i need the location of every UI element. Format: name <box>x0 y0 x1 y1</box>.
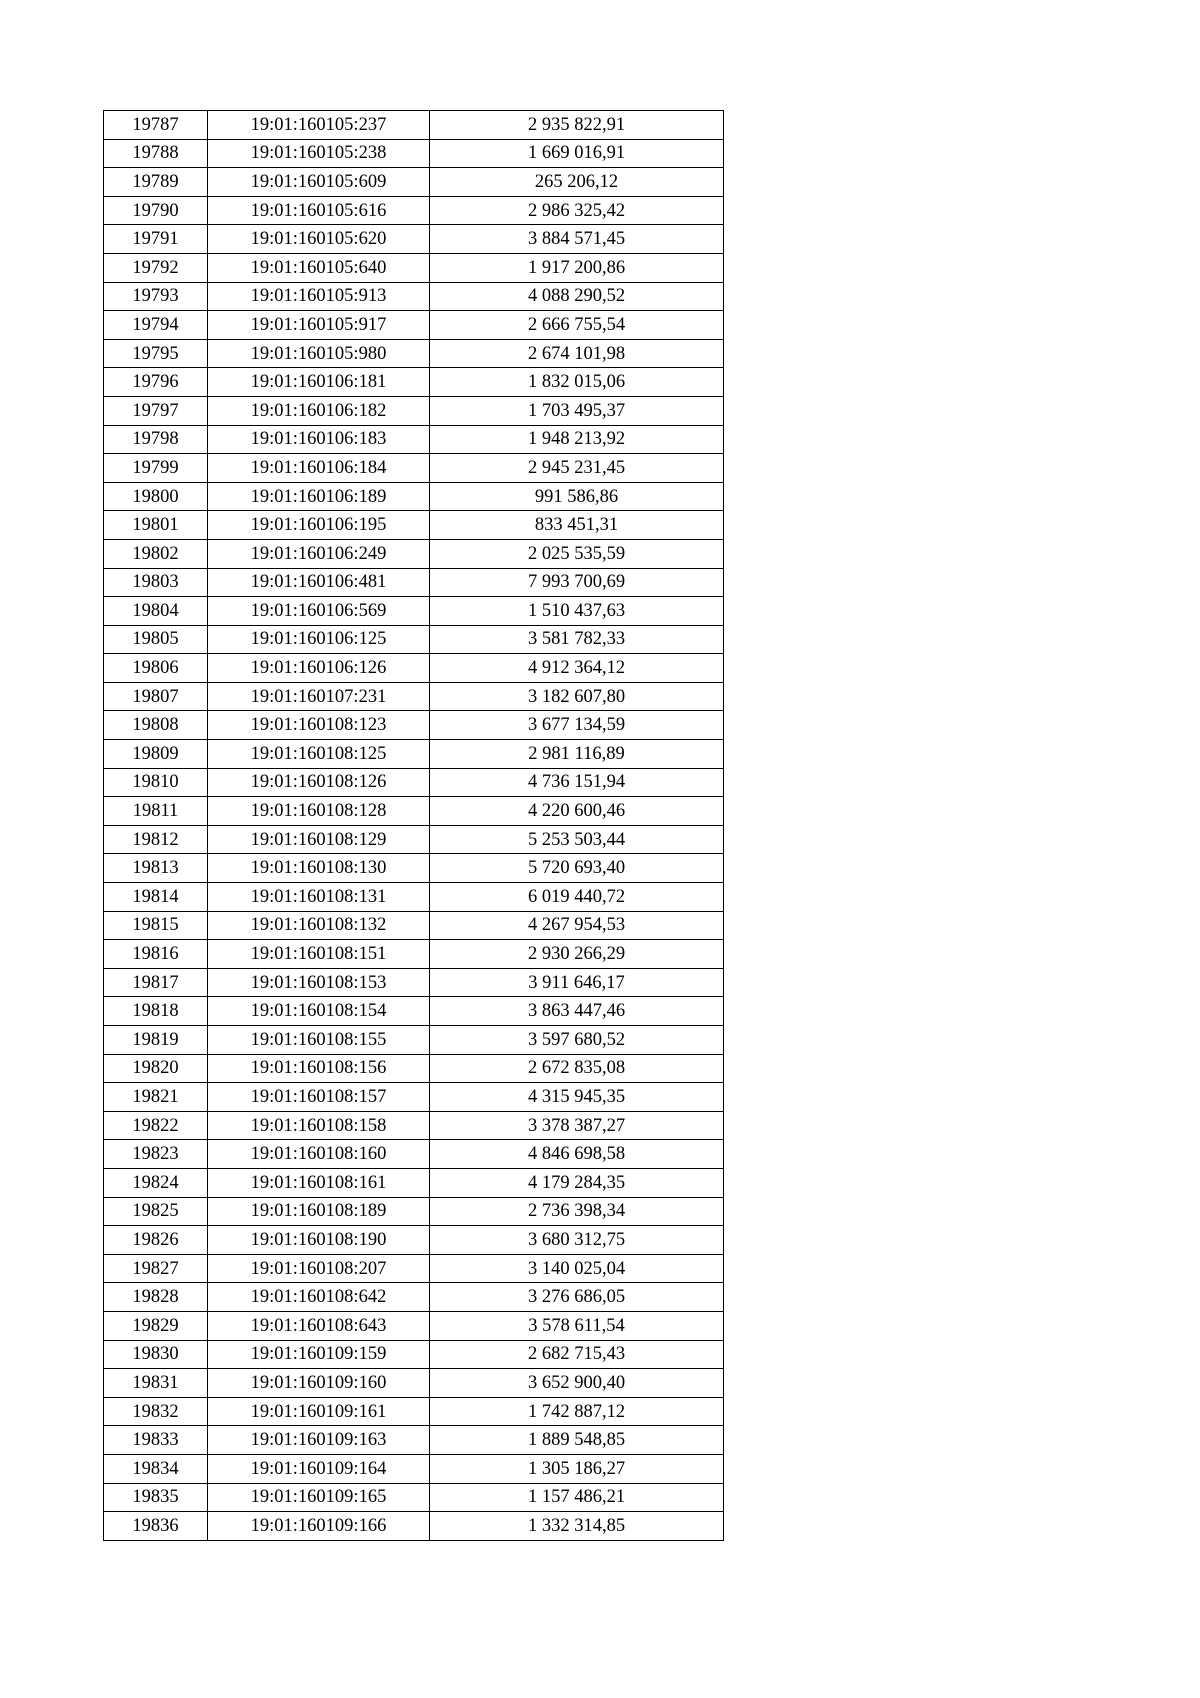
cadastral-value-cell: 1 157 486,21 <box>430 1483 724 1512</box>
cadastral-number-cell: 19:01:160105:609 <box>208 168 430 197</box>
cadastral-value-cell: 5 253 503,44 <box>430 825 724 854</box>
cadastral-value-cell: 1 305 186,27 <box>430 1454 724 1483</box>
cadastral-number-cell: 19:01:160108:126 <box>208 768 430 797</box>
cadastral-number-cell: 19:01:160105:237 <box>208 111 430 140</box>
cadastral-number-cell: 19:01:160108:129 <box>208 825 430 854</box>
cadastral-number-cell: 19:01:160109:166 <box>208 1512 430 1541</box>
table-row <box>104 253 724 282</box>
table-row <box>104 454 724 483</box>
table-row <box>104 1369 724 1398</box>
cadastral-value-cell: 3 863 447,46 <box>430 997 724 1026</box>
row-number-cell: 19830 <box>104 1340 208 1369</box>
cadastral-value-cell: 1 703 495,37 <box>430 396 724 425</box>
cadastral-value-cell: 3 680 312,75 <box>430 1226 724 1255</box>
cadastral-value-cell: 1 510 437,63 <box>430 597 724 626</box>
cadastral-value-cell: 2 025 535,59 <box>430 539 724 568</box>
cadastral-number-cell: 19:01:160106:569 <box>208 597 430 626</box>
table-row <box>104 1483 724 1512</box>
cadastral-value-cell: 1 917 200,86 <box>430 253 724 282</box>
cadastral-value-cell: 3 140 025,04 <box>430 1254 724 1283</box>
cadastral-value-cell: 2 736 398,34 <box>430 1197 724 1226</box>
row-number-cell: 19803 <box>104 568 208 597</box>
cadastral-number-cell: 19:01:160106:126 <box>208 654 430 683</box>
cadastral-value-cell: 4 846 698,58 <box>430 1140 724 1169</box>
cadastral-number-cell: 19:01:160108:154 <box>208 997 430 1026</box>
row-number-cell: 19792 <box>104 253 208 282</box>
table-row <box>104 1283 724 1312</box>
table-row <box>104 968 724 997</box>
cadastral-value-cell: 1 948 213,92 <box>430 425 724 454</box>
cadastral-value-cell: 991 586,86 <box>430 482 724 511</box>
cadastral-number-cell: 19:01:160109:161 <box>208 1397 430 1426</box>
cadastral-value-cell: 5 720 693,40 <box>430 854 724 883</box>
row-number-cell: 19821 <box>104 1083 208 1112</box>
row-number-cell: 19829 <box>104 1311 208 1340</box>
cadastral-value-cell: 1 742 887,12 <box>430 1397 724 1426</box>
cadastral-number-cell: 19:01:160108:155 <box>208 1026 430 1055</box>
cadastral-value-cell: 833 451,31 <box>430 511 724 540</box>
cadastral-value-cell: 2 672 835,08 <box>430 1054 724 1083</box>
table-row <box>104 1311 724 1340</box>
row-number-cell: 19810 <box>104 768 208 797</box>
cadastral-number-cell: 19:01:160109:159 <box>208 1340 430 1369</box>
table-row <box>104 1397 724 1426</box>
row-number-cell: 19793 <box>104 282 208 311</box>
table-row <box>104 396 724 425</box>
cadastral-value-cell: 4 912 364,12 <box>430 654 724 683</box>
row-number-cell: 19805 <box>104 625 208 654</box>
cadastral-value-cell: 2 666 755,54 <box>430 311 724 340</box>
cadastral-value-cell: 4 088 290,52 <box>430 282 724 311</box>
cadastral-value-cell: 3 911 646,17 <box>430 968 724 997</box>
cadastral-number-cell: 19:01:160105:640 <box>208 253 430 282</box>
cadastral-number-cell: 19:01:160108:157 <box>208 1083 430 1112</box>
row-number-cell: 19809 <box>104 740 208 769</box>
table-row <box>104 1197 724 1226</box>
cadastral-value-cell: 2 986 325,42 <box>430 196 724 225</box>
row-number-cell: 19817 <box>104 968 208 997</box>
cadastral-number-cell: 19:01:160109:163 <box>208 1426 430 1455</box>
row-number-cell: 19797 <box>104 396 208 425</box>
cadastral-number-cell: 19:01:160108:158 <box>208 1111 430 1140</box>
table-row <box>104 654 724 683</box>
cadastral-number-cell: 19:01:160106:181 <box>208 368 430 397</box>
cadastral-number-cell: 19:01:160106:195 <box>208 511 430 540</box>
table-row <box>104 740 724 769</box>
table-row <box>104 1054 724 1083</box>
table-row <box>104 282 724 311</box>
table-row <box>104 368 724 397</box>
row-number-cell: 19836 <box>104 1512 208 1541</box>
cadastral-number-cell: 19:01:160108:160 <box>208 1140 430 1169</box>
cadastral-number-cell: 19:01:160109:164 <box>208 1454 430 1483</box>
row-number-cell: 19787 <box>104 111 208 140</box>
row-number-cell: 19795 <box>104 339 208 368</box>
cadastral-value-cell: 4 179 284,35 <box>430 1168 724 1197</box>
row-number-cell: 19800 <box>104 482 208 511</box>
table-row <box>104 339 724 368</box>
cadastral-value-cell: 6 019 440,72 <box>430 883 724 912</box>
table-row <box>104 1026 724 1055</box>
table-row <box>104 768 724 797</box>
table-row <box>104 1512 724 1541</box>
cadastral-number-cell: 19:01:160108:123 <box>208 711 430 740</box>
row-number-cell: 19818 <box>104 997 208 1026</box>
row-number-cell: 19813 <box>104 854 208 883</box>
cadastral-value-cell: 3 597 680,52 <box>430 1026 724 1055</box>
table-row <box>104 597 724 626</box>
row-number-cell: 19823 <box>104 1140 208 1169</box>
row-number-cell: 19816 <box>104 940 208 969</box>
cadastral-value-cell: 3 677 134,59 <box>430 711 724 740</box>
table-row <box>104 311 724 340</box>
row-number-cell: 19826 <box>104 1226 208 1255</box>
table-row <box>104 825 724 854</box>
row-number-cell: 19828 <box>104 1283 208 1312</box>
row-number-cell: 19807 <box>104 682 208 711</box>
cadastral-number-cell: 19:01:160108:643 <box>208 1311 430 1340</box>
row-number-cell: 19799 <box>104 454 208 483</box>
table-row <box>104 1454 724 1483</box>
row-number-cell: 19814 <box>104 883 208 912</box>
table-row <box>104 711 724 740</box>
cadastral-number-cell: 19:01:160108:156 <box>208 1054 430 1083</box>
cadastral-number-cell: 19:01:160108:151 <box>208 940 430 969</box>
row-number-cell: 19790 <box>104 196 208 225</box>
cadastral-value-cell: 3 884 571,45 <box>430 225 724 254</box>
cadastral-value-cell: 3 652 900,40 <box>430 1369 724 1398</box>
row-number-cell: 19804 <box>104 597 208 626</box>
table-row <box>104 168 724 197</box>
cadastral-number-cell: 19:01:160106:249 <box>208 539 430 568</box>
table-row <box>104 1226 724 1255</box>
cadastral-value-cell: 2 945 231,45 <box>430 454 724 483</box>
cadastral-value-cell: 3 578 611,54 <box>430 1311 724 1340</box>
cadastral-value-cell: 2 930 266,29 <box>430 940 724 969</box>
cadastral-number-cell: 19:01:160109:160 <box>208 1369 430 1398</box>
cadastral-value-cell: 4 267 954,53 <box>430 911 724 940</box>
cadastral-value-cell: 3 378 387,27 <box>430 1111 724 1140</box>
table-row <box>104 539 724 568</box>
cadastral-number-cell: 19:01:160105:917 <box>208 311 430 340</box>
cadastral-value-cell: 3 182 607,80 <box>430 682 724 711</box>
table-row <box>104 883 724 912</box>
cadastral-number-cell: 19:01:160108:207 <box>208 1254 430 1283</box>
cadastral-value-cell: 3 581 782,33 <box>430 625 724 654</box>
cadastral-value-cell: 2 935 822,91 <box>430 111 724 140</box>
row-number-cell: 19834 <box>104 1454 208 1483</box>
row-number-cell: 19824 <box>104 1168 208 1197</box>
cadastral-value-cell: 2 682 715,43 <box>430 1340 724 1369</box>
cadastral-number-cell: 19:01:160107:231 <box>208 682 430 711</box>
cadastral-number-cell: 19:01:160108:189 <box>208 1197 430 1226</box>
row-number-cell: 19833 <box>104 1426 208 1455</box>
row-number-cell: 19796 <box>104 368 208 397</box>
cadastral-number-cell: 19:01:160109:165 <box>208 1483 430 1512</box>
cadastral-value-cell: 4 736 151,94 <box>430 768 724 797</box>
row-number-cell: 19788 <box>104 139 208 168</box>
table-row <box>104 1426 724 1455</box>
table-row <box>104 225 724 254</box>
table-row <box>104 625 724 654</box>
table-row <box>104 1111 724 1140</box>
cadastral-number-cell: 19:01:160105:620 <box>208 225 430 254</box>
cadastral-value-cell: 1 832 015,06 <box>430 368 724 397</box>
row-number-cell: 19789 <box>104 168 208 197</box>
row-number-cell: 19802 <box>104 539 208 568</box>
row-number-cell: 19835 <box>104 1483 208 1512</box>
cadastral-number-cell: 19:01:160108:131 <box>208 883 430 912</box>
cadastral-number-cell: 19:01:160108:153 <box>208 968 430 997</box>
row-number-cell: 19819 <box>104 1026 208 1055</box>
row-number-cell: 19815 <box>104 911 208 940</box>
table-row <box>104 682 724 711</box>
row-number-cell: 19791 <box>104 225 208 254</box>
table-row <box>104 139 724 168</box>
table-row <box>104 1140 724 1169</box>
cadastral-number-cell: 19:01:160105:913 <box>208 282 430 311</box>
cadastral-number-cell: 19:01:160106:184 <box>208 454 430 483</box>
cadastral-value-cell: 2 674 101,98 <box>430 339 724 368</box>
cadastral-number-cell: 19:01:160105:616 <box>208 196 430 225</box>
table-row <box>104 940 724 969</box>
table-row <box>104 568 724 597</box>
cadastral-number-cell: 19:01:160106:125 <box>208 625 430 654</box>
table-row <box>104 797 724 826</box>
cadastral-number-cell: 19:01:160105:980 <box>208 339 430 368</box>
cadastral-number-cell: 19:01:160108:190 <box>208 1226 430 1255</box>
row-number-cell: 19820 <box>104 1054 208 1083</box>
table-row <box>104 196 724 225</box>
table-row <box>104 511 724 540</box>
cadastral-value-cell: 265 206,12 <box>430 168 724 197</box>
row-number-cell: 19831 <box>104 1369 208 1398</box>
cadastral-value-cell: 4 220 600,46 <box>430 797 724 826</box>
cadastral-value-table <box>103 110 724 1541</box>
cadastral-value-cell: 2 981 116,89 <box>430 740 724 769</box>
table-row <box>104 1083 724 1112</box>
table-row <box>104 111 724 140</box>
row-number-cell: 19832 <box>104 1397 208 1426</box>
cadastral-number-cell: 19:01:160106:182 <box>208 396 430 425</box>
table-row <box>104 1168 724 1197</box>
table-row <box>104 911 724 940</box>
cadastral-number-cell: 19:01:160108:130 <box>208 854 430 883</box>
cadastral-value-cell: 7 993 700,69 <box>430 568 724 597</box>
row-number-cell: 19827 <box>104 1254 208 1283</box>
table-row <box>104 854 724 883</box>
cadastral-number-cell: 19:01:160106:189 <box>208 482 430 511</box>
row-number-cell: 19808 <box>104 711 208 740</box>
cadastral-number-cell: 19:01:160108:132 <box>208 911 430 940</box>
cadastral-number-cell: 19:01:160106:481 <box>208 568 430 597</box>
cadastral-number-cell: 19:01:160108:161 <box>208 1168 430 1197</box>
row-number-cell: 19798 <box>104 425 208 454</box>
table-row <box>104 1254 724 1283</box>
row-number-cell: 19825 <box>104 1197 208 1226</box>
row-number-cell: 19822 <box>104 1111 208 1140</box>
cadastral-number-cell: 19:01:160108:128 <box>208 797 430 826</box>
cadastral-value-cell: 3 276 686,05 <box>430 1283 724 1312</box>
cadastral-value-cell: 4 315 945,35 <box>430 1083 724 1112</box>
cadastral-number-cell: 19:01:160105:238 <box>208 139 430 168</box>
row-number-cell: 19812 <box>104 825 208 854</box>
row-number-cell: 19811 <box>104 797 208 826</box>
table-row <box>104 1340 724 1369</box>
table-row <box>104 425 724 454</box>
cadastral-number-cell: 19:01:160108:125 <box>208 740 430 769</box>
row-number-cell: 19806 <box>104 654 208 683</box>
cadastral-value-cell: 1 669 016,91 <box>430 139 724 168</box>
cadastral-number-cell: 19:01:160108:642 <box>208 1283 430 1312</box>
table-row <box>104 482 724 511</box>
cadastral-value-cell: 1 332 314,85 <box>430 1512 724 1541</box>
cadastral-value-cell: 1 889 548,85 <box>430 1426 724 1455</box>
table-body <box>104 111 724 1541</box>
cadastral-number-cell: 19:01:160106:183 <box>208 425 430 454</box>
row-number-cell: 19794 <box>104 311 208 340</box>
table-row <box>104 997 724 1026</box>
row-number-cell: 19801 <box>104 511 208 540</box>
